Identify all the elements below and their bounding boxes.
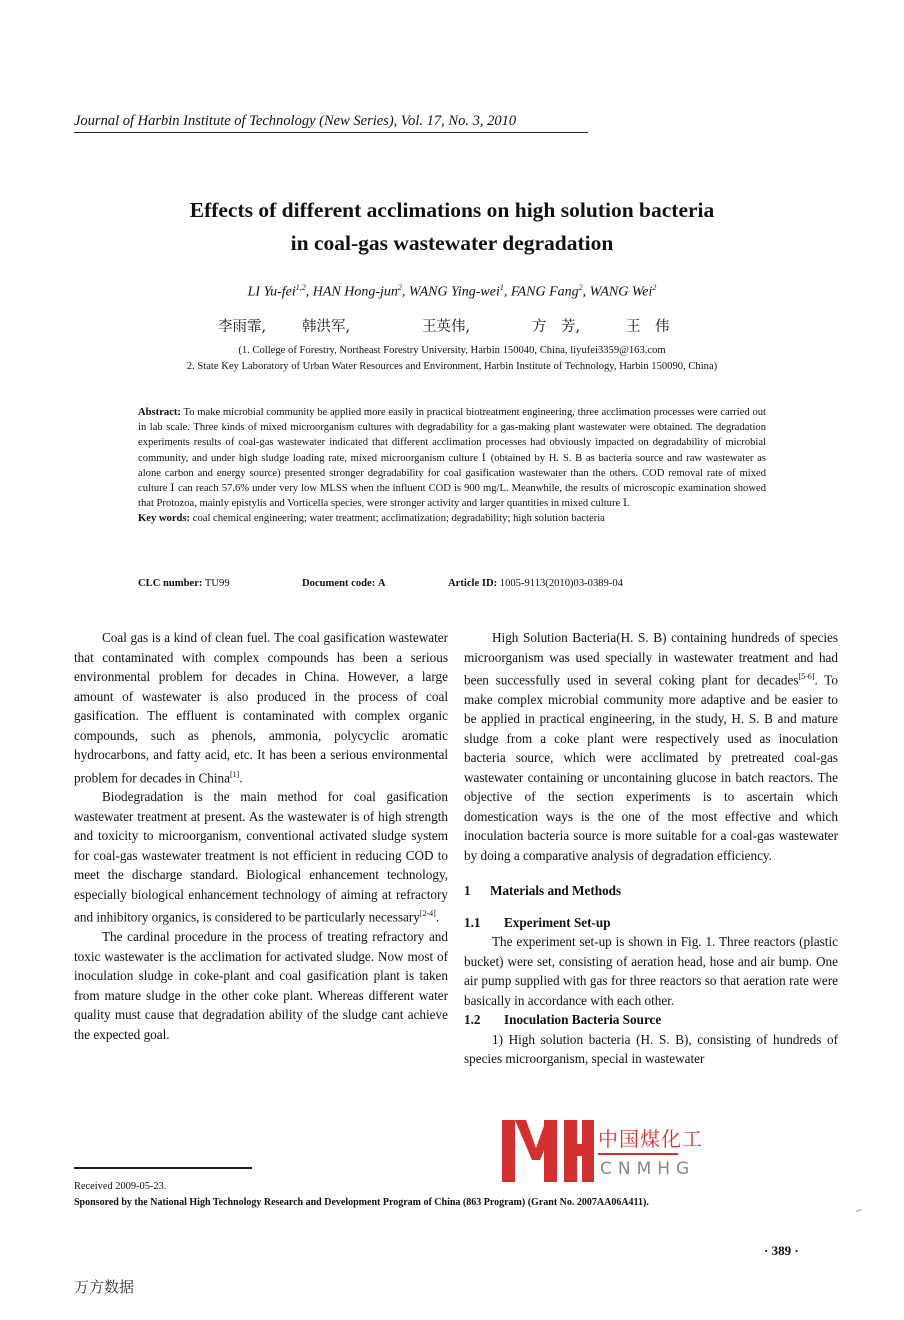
clc-value: TU99 xyxy=(204,578,230,589)
left-column xyxy=(74,628,448,1044)
section-title: Experiment Set-up xyxy=(504,914,611,930)
section-number: 1.1 xyxy=(464,914,481,930)
body-paragraph: Biodegradation is the main method for coal gasification wastewater treatment at present. As the wastewater is of high strength and toxicity to microorganism, conventional activated sludge system for coal-gas wastewater treatment is not efficient in reducing COD to meet the discharge standard. Biological enhancement technology, especially biological enhancement technology of aiming at refractory and inhibitory organics, is considered to be particularly necessary[2-4]. xyxy=(74,789,448,925)
received-date: Received 2009-05-23. xyxy=(74,1181,167,1192)
paragraph-text: . To make complex microbial community more adaptive and be easier to be applied in practical engineering, in the study, H. S. B and mature sludge from a coke plant were respectively used as inoculation bacteria source, which were acclimated by pretreated coal-gas wastewater containing or uncontaining glucose in batch reactors. The objective of the section experiments is to ascertain which domestication ways is the one of the most effective and which inoculation bacteria source is more suitable for a coal-gas wastewater by doing a comparative analysis of degradation efficiency. xyxy=(464,672,838,863)
cnmhg-logo-icon xyxy=(502,1120,594,1182)
clc-label: CLC number: xyxy=(138,578,203,589)
section-number: 1.2 xyxy=(464,1012,481,1028)
sponsor-note: Sponsored by the National High Technology Research and Development Program of China (863 Program) (Grant No. 2007AA06A411). xyxy=(74,1197,649,1208)
author-name-cn: 王 伟 xyxy=(626,319,670,335)
article-id-label: Article ID: xyxy=(448,578,498,589)
footnote-divider xyxy=(74,1167,252,1169)
scan-artifact xyxy=(856,1209,862,1212)
author-name: LI Yu-fei xyxy=(247,284,296,300)
abstract-label: Abstract: xyxy=(138,407,181,418)
watermark-logo xyxy=(502,1120,703,1192)
section-heading xyxy=(464,881,838,901)
source-watermark: 万方数据 xyxy=(74,1278,135,1296)
section-number: 1 xyxy=(464,883,471,899)
author-list: LI Yu-fei$^{1,2}$, HAN Hong-jun$^2$, WANG Ying-wei$^1$, FANG Fang$^2$, WANG Wei$^2$ xyxy=(247,283,657,300)
paragraph-text: Coal gas is a kind of clean fuel. The coal gasification wastewater that contaminated with complex compounds has been a serious environmental problem for decades in China. However, a large amount of wastewater is also produced in the process of coal gasification. The effluent is contaminated with complex organic compounds, such as phenols, ammonia, polycyclic aromatic hydrocarbons, and fatty acid, etc. It has been a serious environmental problem for decades in China xyxy=(74,630,448,785)
subsection-heading xyxy=(464,913,838,933)
author-affiliation-mark: 1,2 xyxy=(295,283,306,292)
watermark-divider xyxy=(598,1153,678,1155)
author-name-cn: 李雨霏, xyxy=(218,319,267,335)
affiliation-2: 2. State Key Laboratory of Urban Water Resources and Environment, Harbin Institute of Technology, Harbin 150090, China) xyxy=(186,361,718,372)
body-paragraph: The experiment set-up is shown in Fig. 1. Three reactors (plastic bucket) were set, consisting of aeration head, hose and air bump. One air pump supplied with gas for three reactors so that aeration rate were basically in accordance with each other. xyxy=(464,934,838,1008)
author-name: WANG Wei xyxy=(589,284,653,300)
citation[interactable]: [1] xyxy=(230,769,240,779)
watermark-english-text: CNMHG xyxy=(600,1159,696,1179)
paper-title xyxy=(0,194,904,260)
subsection-heading xyxy=(464,1010,838,1030)
author-affiliation-mark: 2 xyxy=(652,283,657,292)
body-paragraph xyxy=(464,628,838,865)
section-title: Inoculation Bacteria Source xyxy=(504,1012,662,1028)
document-code-label: Document code: xyxy=(302,578,376,589)
watermark-chinese-text: 中国煤化工 xyxy=(598,1127,703,1151)
author-name: HAN Hong-jun xyxy=(312,284,398,300)
author-affiliation-mark: 2 xyxy=(578,283,583,292)
body-paragraph: 1) High solution bacteria (H. S. B), consisting of hundreds of species microorganism, special in wastewater xyxy=(464,1031,838,1067)
right-column xyxy=(464,628,838,1069)
section-title: Materials and Methods xyxy=(490,883,622,899)
document-code-value: A xyxy=(377,578,386,589)
citation[interactable]: [2-4] xyxy=(419,909,436,919)
author-name-cn: 方 芳, xyxy=(532,319,581,335)
citation[interactable]: [5-6] xyxy=(798,672,815,681)
title-line-1: Effects of different acclimations on high solution bacteria xyxy=(189,198,715,222)
abstract xyxy=(138,405,766,527)
body-paragraph: Coal gas is a kind of clean fuel. The coal gasification wastewater that contaminated with complex compounds has been a serious environmental problem for decades in China. However, a large amount of wastewater is also produced in the process of coal gasification. The effluent is contaminated with complex organic compounds, such as phenols, ammonia, polycyclic aromatic hydrocarbons, and fatty acid, etc. It has been a serious environmental problem for decades in China[1]. xyxy=(74,630,448,785)
page-number: · 389 · xyxy=(764,1243,799,1258)
author-affiliation-mark: 1 xyxy=(499,283,504,292)
author-name: FANG Fang xyxy=(510,284,579,300)
journal-header: Journal of Harbin Institute of Technology (New Series), Vol. 17, No. 3, 2010 xyxy=(74,113,588,133)
author-affiliation-mark: 2 xyxy=(397,283,402,292)
author-name-cn: 王英伟, xyxy=(422,319,471,335)
affiliation-1: (1. College of Forestry, Northeast Forestry University, Harbin 150040, China, liyufei3359@163.com xyxy=(238,345,666,356)
body-paragraph: The cardinal procedure in the process of treating refractory and toxic wastewater is the acclimation for activated sludge. Now most of inoculation sludge in coke-plant and coal gasification plant is taken from mature sludge in the other coke plant. Whereas different water quality must cause that degradation ability of the sludge cant achieve the expected goal. xyxy=(74,929,448,1042)
author-name-cn: 韩洪军, xyxy=(302,319,351,335)
author-name: WANG Ying-wei xyxy=(408,284,500,300)
paragraph-text: Biodegradation is the main method for coal gasification wastewater treatment at present. As the wastewater is of high strength and toxicity to microorganism, conventional activated sludge system for coal-gas wastewater treatment is not efficient in reducing COD to meet the discharge standard. Biological enhancement technology, especially biological enhancement technology of aiming at refractory and inhibitory organics, is considered to be particularly necessary xyxy=(74,789,448,925)
keywords-text: coal chemical engineering; water treatment; acclimatization; degradability; high solution bacteria xyxy=(192,513,605,525)
article-id-value: 1005-9113(2010)03-0389-04 xyxy=(499,578,623,589)
abstract-text: To make microbial community be applied more easily in practical biotreatment engineering, three acclimation processes were carried out in lab scale. Three kinds of mixed microorganism cultures with degradability for a gas-making plant wastewater were obtained. The degradation experiments results of coal-gas wastewater indicated that different acclimation processes had obviously impacted on degradability of microbial community, and under high sludge loading rate, mixed microorganism culture Ⅰ (obtained by H. S. B as bacteria source and raw wastewater as alone carbon and energy source) presented stronger degradability for coal gasification wastewater than the others. COD removal rate of mixed culture Ⅰ can reach 57.6% under very low MLSS when the influent COD is 900 mg/L. Meanwhile, the results of microscopic examination showed that Protozoa, mainly epistylis and Vorticella species, were stronger activity and larger quantities in mixed culture Ⅰ. xyxy=(138,407,766,510)
keywords-label: Key words: xyxy=(138,513,191,525)
title-line-2: in coal-gas wastewater degradation xyxy=(290,231,614,255)
paragraph-text: High Solution Bacteria(H. S. B) containing hundreds of species microorganism was used specially in wastewater treatment and had been successfully used in several coking plant for decades xyxy=(464,630,838,688)
